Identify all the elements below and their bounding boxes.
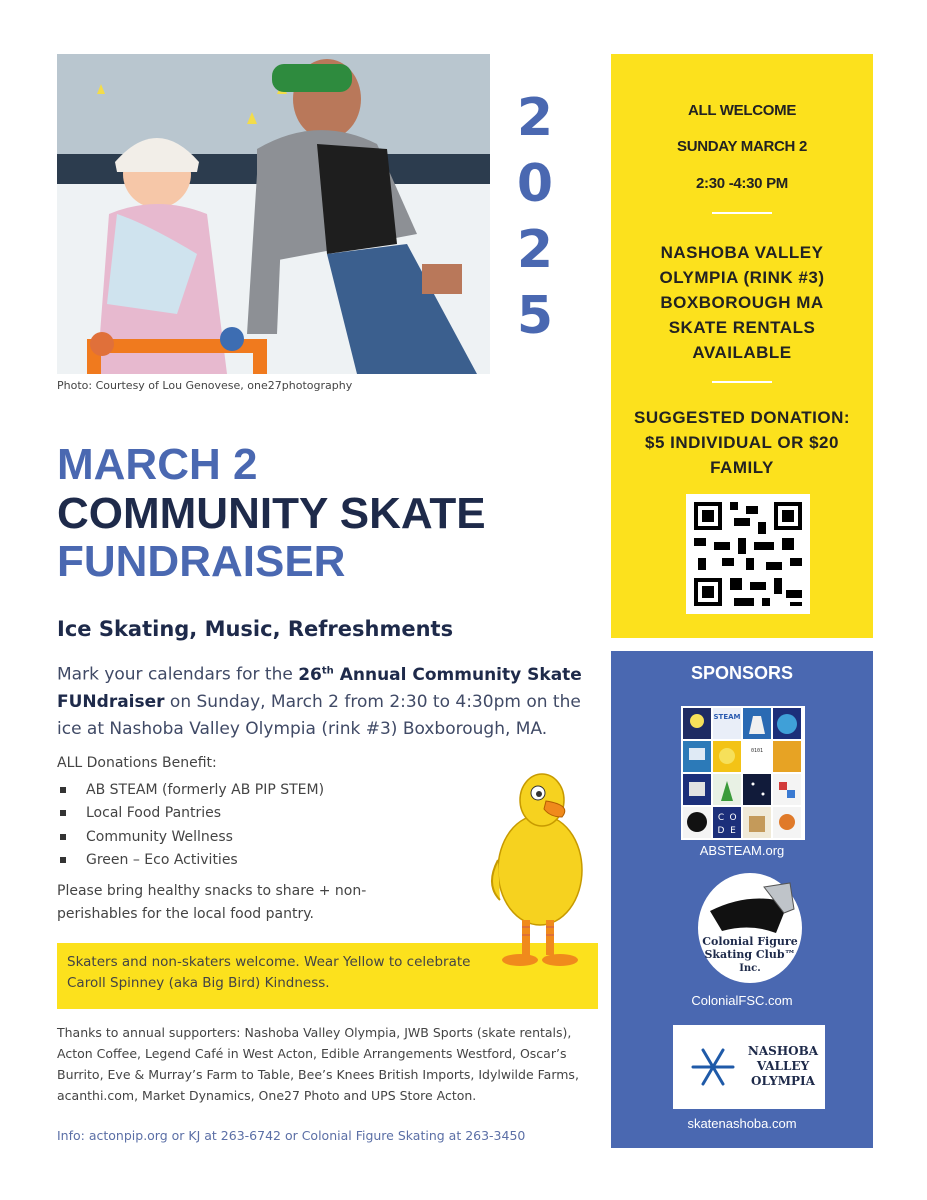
- cfsc-logo-line: Colonial Figure: [702, 935, 798, 948]
- location-line: BOXBOROUGH MA: [660, 293, 824, 312]
- steam-label: STEAM: [713, 713, 741, 721]
- list-item: Local Food Pantries: [57, 802, 477, 826]
- location-line: AVAILABLE: [692, 343, 792, 362]
- cfsc-logo-line: Skating Club™: [704, 948, 796, 961]
- donation-line: FAMILY: [710, 458, 774, 477]
- bullet-icon: [60, 787, 66, 793]
- donations-list: [57, 778, 477, 872]
- code-letter: O: [729, 813, 737, 823]
- year-digit: 2: [516, 220, 554, 280]
- contact-info: Info: actonpip.org or KJ at 263-6742 or Colonial Figure Skating at 263-3450: [57, 1128, 526, 1143]
- photo-credit: Photo: Courtesy of Lou Genovese, one27photography: [57, 379, 353, 392]
- absteam-link[interactable]: ABSTEAM.org: [699, 843, 785, 858]
- nvo-logo-line: OLYMPIA: [751, 1074, 815, 1088]
- colonial-fsc-link[interactable]: ColonialFSC.com: [691, 993, 793, 1008]
- donation-qr-code[interactable]: [686, 494, 810, 614]
- donation-line: SUGGESTED DONATION:: [633, 408, 851, 427]
- svg-text:0101: 0101: [750, 748, 764, 754]
- nvo-logo-line: VALLEY: [756, 1059, 810, 1073]
- sponsors-panel: [611, 651, 873, 1148]
- bring-snacks-note: Please bring healthy snacks to share + non-perishables for the local food pantry.: [57, 883, 367, 922]
- sponsors-heading: SPONSORS: [690, 663, 794, 683]
- colonial-fsc-logo[interactable]: [698, 873, 802, 983]
- title-fundraiser: FUNDRAISER: [57, 537, 346, 586]
- event-time: 2:30 -4:30 PM: [696, 175, 788, 192]
- code-letter: D: [717, 826, 725, 836]
- list-item: Green – Eco Activities: [57, 849, 477, 873]
- yellow-note-text: Skaters and non-skaters welcome. Wear Yellow to celebrate Caroll Spinney (aka Big Bird) Kindness.: [67, 954, 471, 991]
- code-letter: E: [730, 826, 736, 836]
- intro-paragraph: Mark your calendars for the 26th Annual Community Skate FUNdraiser on Sunday, March 2 from 2:30 to 4:30pm on the ice at Nashoba Valley Olympia (rink #3) Boxborough, MA.: [57, 664, 582, 739]
- donations-heading: ALL Donations Benefit:: [57, 755, 217, 771]
- event-date: SUNDAY MARCH 2: [677, 138, 807, 155]
- list-item: Community Wellness: [57, 825, 477, 849]
- divider: [712, 212, 772, 214]
- skatenashoba-link[interactable]: skatenashoba.com: [687, 1116, 797, 1131]
- thanks-paragraph: Thanks to annual supporters: Nashoba Valley Olympia, JWB Sports (skate rentals), Acton Coffee, Legend Café in West Acton, Edible Arrangements Westford, Oscar’s Burrito, Eve & Murray’s Farm to Table, Bee’s Knees British Imports, Idylwilde Farms, acanthi.com, Market Dynamics, One27 Photo and UPS Store Acton.: [57, 1025, 579, 1103]
- event-details-panel: [611, 54, 873, 638]
- location-line: OLYMPIA (RINK #3): [659, 268, 825, 287]
- title-date: MARCH 2: [57, 440, 258, 489]
- location-line: NASHOBA VALLEY: [660, 243, 824, 262]
- absteam-logo[interactable]: [681, 706, 805, 840]
- nashoba-valley-olympia-logo[interactable]: [673, 1025, 825, 1109]
- big-bird-illustration: [480, 765, 590, 975]
- nvo-logo-line: NASHOBA: [747, 1044, 819, 1058]
- year-digit: 2: [516, 88, 554, 148]
- list-item: AB STEAM (formerly AB PIP STEM): [57, 778, 477, 802]
- divider: [712, 381, 772, 383]
- location-line: SKATE RENTALS: [668, 318, 816, 337]
- cfsc-logo-line: Inc.: [739, 963, 761, 974]
- title-event: COMMUNITY SKATE: [57, 489, 486, 538]
- bullet-icon: [60, 834, 66, 840]
- year-digit: 5: [516, 286, 554, 346]
- bullet-icon: [60, 857, 66, 863]
- subtitle: Ice Skating, Music, Refreshments: [57, 617, 454, 641]
- all-welcome: ALL WELCOME: [687, 102, 797, 119]
- donation-line: $5 INDIVIDUAL OR $20: [645, 433, 839, 452]
- event-photo: [57, 54, 490, 374]
- bullet-icon: [60, 810, 66, 816]
- code-letter: C: [717, 813, 725, 823]
- year-digit: 0: [516, 154, 554, 214]
